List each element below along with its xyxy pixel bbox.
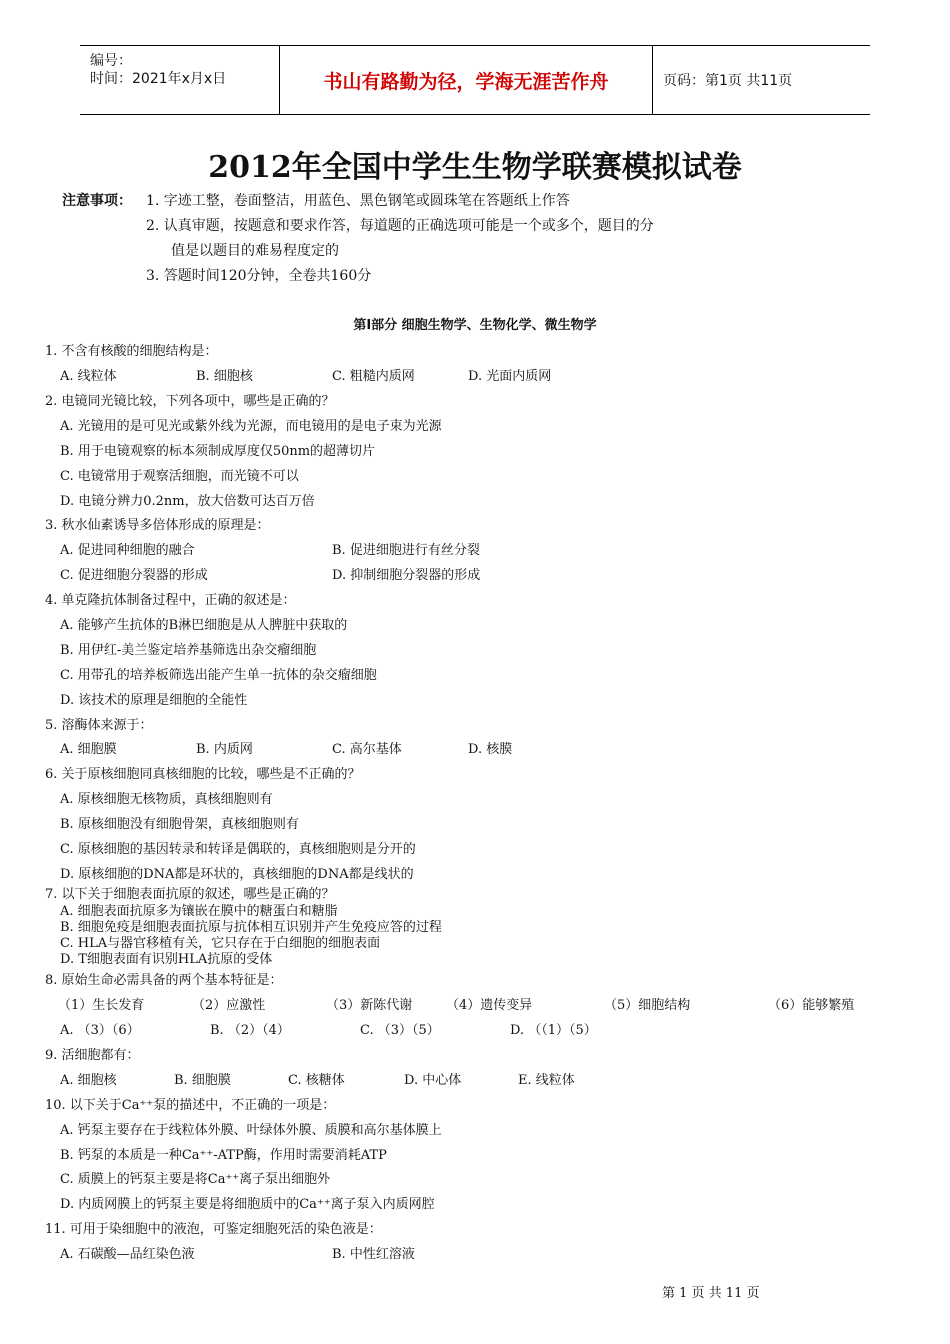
question-7: 7. 以下关于细胞表面抗原的叙述，哪些是正确的？ bbox=[45, 887, 335, 902]
option: D. 原核细胞的DNA都是环状的，真核细胞的DNA都是线状的 bbox=[60, 867, 414, 882]
option: C. 高尔基体 bbox=[332, 742, 402, 757]
option: B. 内质网 bbox=[196, 742, 253, 757]
option: B. 细胞免疫是细胞表面抗原与抗体相互识别并产生免疫应答的过程 bbox=[60, 920, 442, 935]
question-10: 10. 以下关于Ca⁺⁺泵的描述中，不正确的一项是： bbox=[45, 1098, 336, 1113]
option: B. （2）（4） bbox=[210, 1023, 290, 1038]
option: D. 中心体 bbox=[404, 1073, 462, 1088]
q8-item: （6）能够繁殖 bbox=[768, 998, 855, 1013]
option: C. 促进细胞分裂器的形成 bbox=[60, 568, 208, 583]
page-title: 2012年全国中学生生物学联赛模拟试卷 bbox=[208, 150, 742, 185]
option: B. 用于电镜观察的标本须制成厚度仅50nm的超薄切片 bbox=[60, 444, 376, 459]
option: D. 核膜 bbox=[468, 742, 513, 757]
page-footer: 第 1 页 共 11 页 bbox=[662, 1286, 760, 1301]
option: C. 电镜常用于观察活细胞，而光镜不可以 bbox=[60, 469, 299, 484]
option: A. 细胞核 bbox=[60, 1073, 117, 1088]
time-label: 时间：2021年x月x日 bbox=[90, 71, 227, 87]
question-4: 4. 单克隆抗体制备过程中，正确的叙述是： bbox=[45, 593, 296, 608]
question-8: 8. 原始生命必需具备的两个基本特征是： bbox=[45, 973, 283, 988]
motto: 书山有路勤为径，学海无涯苦作舟 bbox=[280, 46, 653, 114]
option: B. 促进细胞进行有丝分裂 bbox=[332, 543, 480, 558]
note-item: 值是以题目的难易程度定的 bbox=[171, 243, 339, 259]
option: D. 电镜分辨力0.2nm，放大倍数可达百万倍 bbox=[60, 494, 315, 509]
q8-item: （2）应激性 bbox=[192, 998, 266, 1013]
question-6: 6. 关于原核细胞同真核细胞的比较，哪些是不正确的？ bbox=[45, 767, 361, 782]
option: A. 细胞膜 bbox=[60, 742, 117, 757]
option: D. 光面内质网 bbox=[468, 369, 552, 384]
question-5: 5. 溶酶体来源于： bbox=[45, 718, 153, 733]
option: C. 粗糙内质网 bbox=[332, 369, 415, 384]
header-meta-cell bbox=[80, 46, 280, 114]
option: C. HLA与器官移植有关，它只存在于白细胞的细胞表面 bbox=[60, 936, 381, 951]
header-table bbox=[80, 45, 870, 115]
option: D. （（1）（5） bbox=[510, 1023, 597, 1038]
option: C. 核糖体 bbox=[288, 1073, 345, 1088]
option: A. （3）（6） bbox=[60, 1023, 140, 1038]
q8-item: （4）遗传变异 bbox=[446, 998, 533, 1013]
option: D. T细胞表面有识别HLA抗原的受体 bbox=[60, 952, 273, 967]
note-item: 2. 认真审题，按题意和要求作答，每道题的正确选项可能是一个或多个，题目的分 bbox=[146, 218, 654, 234]
option: C. （3）（5） bbox=[360, 1023, 440, 1038]
option: A. 石碳酸—品红染色液 bbox=[60, 1247, 195, 1262]
option: B. 用伊红-美兰鉴定培养基筛选出杂交瘤细胞 bbox=[60, 643, 317, 658]
note-item: 1. 字迹工整，卷面整洁，用蓝色、黑色钢笔或圆珠笔在答题纸上作答 bbox=[146, 193, 570, 209]
option: A. 原核细胞无核物质，真核细胞则有 bbox=[60, 792, 273, 807]
option: B. 原核细胞没有细胞骨架，真核细胞则有 bbox=[60, 817, 299, 832]
note-item: 3. 答题时间120分钟，全卷共160分 bbox=[146, 268, 372, 284]
option: C. 原核细胞的基因转录和转译是偶联的，真核细胞则是分开的 bbox=[60, 842, 416, 857]
option: E. 线粒体 bbox=[518, 1073, 575, 1088]
option: A. 线粒体 bbox=[60, 369, 117, 384]
option: C. 质膜上的钙泵主要是将Ca⁺⁺离子泵出细胞外 bbox=[60, 1172, 331, 1187]
option: A. 促进同种细胞的融合 bbox=[60, 543, 195, 558]
option: B. 细胞核 bbox=[196, 369, 253, 384]
option: A. 能够产生抗体的B淋巴细胞是从人脾脏中获取的 bbox=[60, 618, 348, 633]
q8-item: （3）新陈代谢 bbox=[326, 998, 413, 1013]
section-title: 第Ⅰ部分 细胞生物学、生物化学、微生物学 bbox=[353, 318, 597, 333]
option: B. 钙泵的本质是一种Ca⁺⁺-ATP酶，作用时需要消耗ATP bbox=[60, 1148, 387, 1163]
question-3: 3. 秋水仙素诱导多倍体形成的原理是： bbox=[45, 518, 270, 533]
question-2: 2. 电镜同光镜比较，下列各项中，哪些是正确的？ bbox=[45, 394, 335, 409]
option: A. 光镜用的是可见光或紫外线为光源，而电镜用的是电子束为光源 bbox=[60, 419, 442, 434]
option: B. 中性红溶液 bbox=[332, 1247, 415, 1262]
option: D. 抑制细胞分裂器的形成 bbox=[332, 568, 481, 583]
q8-item: （1）生长发育 bbox=[58, 998, 145, 1013]
option: D. 该技术的原理是细胞的全能性 bbox=[60, 693, 248, 708]
page-info: 页码：第1页 共11页 bbox=[663, 73, 793, 89]
question-1: 1. 不含有核酸的细胞结构是： bbox=[45, 344, 218, 359]
option: A. 细胞表面抗原多为镶嵌在膜中的糖蛋白和糖脂 bbox=[60, 904, 338, 919]
option: C. 用带孔的培养板筛选出能产生单一抗体的杂交瘤细胞 bbox=[60, 668, 377, 683]
option: A. 钙泵主要存在于线粒体外膜、叶绿体外膜、质膜和高尔基体膜上 bbox=[60, 1123, 442, 1138]
code-label: 编号： bbox=[90, 53, 132, 69]
q8-item: （5）细胞结构 bbox=[604, 998, 691, 1013]
option: B. 细胞膜 bbox=[174, 1073, 231, 1088]
option: D. 内质网膜上的钙泵主要是将细胞质中的Ca⁺⁺离子泵入内质网腔 bbox=[60, 1197, 435, 1212]
question-9: 9. 活细胞都有： bbox=[45, 1048, 140, 1063]
notes-label: 注意事项： bbox=[62, 193, 132, 209]
question-11: 11. 可用于染细胞中的液泡，可鉴定细胞死活的染色液是： bbox=[45, 1222, 382, 1237]
